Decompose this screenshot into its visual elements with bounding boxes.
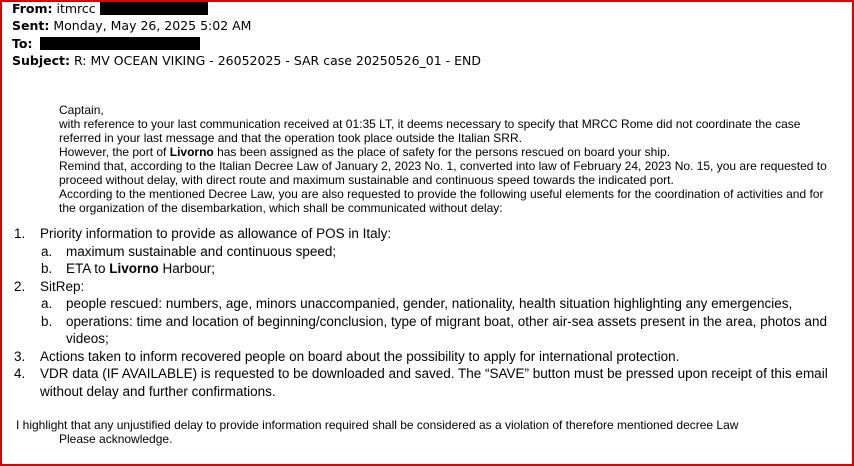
from-label: From: bbox=[12, 1, 53, 16]
list-number: 1. bbox=[14, 226, 26, 241]
greeting: Captain, bbox=[59, 103, 104, 117]
sub-list-letter: a. bbox=[41, 296, 53, 311]
to-label: To: bbox=[12, 36, 33, 51]
list-item bbox=[14, 348, 842, 366]
sub-list-text: maximum sustainable and continuous speed; bbox=[66, 243, 337, 259]
sent-line bbox=[12, 18, 251, 33]
list-item-text: Actions taken to inform recovered people on board about the possibility to apply for international protection. bbox=[40, 348, 680, 364]
paragraph-reference: with reference to your last communication received at 01:35 LT, it deems necessary to specify that MRCC Rome did not coordinate the case referred in your last message and that the operation took place outside the Italian SRR. bbox=[59, 117, 801, 145]
list-item bbox=[14, 365, 842, 400]
redaction-bar bbox=[100, 2, 208, 15]
list-item-text: VDR data (IF AVAILABLE) is requested to be downloaded and saved. The “SAVE” button must be pressed upon receipt of this email without delay and further confirmations. bbox=[40, 366, 828, 399]
eta-post: Harbour; bbox=[158, 261, 216, 276]
sub-list-item bbox=[41, 295, 842, 313]
redaction-bar bbox=[40, 37, 200, 50]
list-number: 2. bbox=[14, 278, 26, 294]
paragraph-request: According to the mentioned Decree Law, you are also requested to provide the following useful elements for the coordination of activities and for the organization of the disembarkation, which shall be communicated without delay: bbox=[59, 187, 824, 215]
sub-list-letter: b. bbox=[41, 313, 53, 329]
sub-list-item bbox=[41, 313, 842, 348]
sub-list-letter: a. bbox=[41, 243, 53, 259]
closing-acknowledge: Please acknowledge. bbox=[59, 432, 173, 446]
closing-highlight: I highlight that any unjustified delay to provide information required shall be considered as a violation of therefore mentioned decree Law bbox=[16, 418, 739, 432]
list-item bbox=[14, 225, 842, 278]
from-line bbox=[12, 1, 208, 16]
list-number: 4. bbox=[14, 366, 26, 381]
sent-value: Monday, May 26, 2025 5:02 AM bbox=[53, 18, 252, 33]
port-name: Livorno bbox=[169, 145, 214, 159]
sent-label: Sent: bbox=[12, 18, 50, 33]
message-body bbox=[59, 103, 841, 215]
to-line bbox=[12, 36, 200, 51]
list-item-text: Priority information to provide as allowance of POS in Italy: bbox=[40, 226, 392, 241]
paragraph-port-post: has been assigned as the place of safety for the persons rescued on board your ship. bbox=[213, 145, 671, 159]
subject-value: R: MV OCEAN VIKING - 26052025 - SAR case 20250526_01 - END bbox=[73, 53, 482, 68]
list-item bbox=[14, 278, 842, 348]
sub-list-item bbox=[41, 243, 842, 261]
subject-line bbox=[12, 53, 481, 68]
request-list bbox=[14, 225, 842, 400]
sub-list-text: people rescued: numbers, age, minors unaccompanied, gender, nationality, health situation highlighting any emergencies, bbox=[66, 296, 793, 311]
paragraph-port bbox=[59, 145, 841, 159]
list-number: 3. bbox=[14, 348, 26, 364]
sub-list-text bbox=[66, 261, 215, 276]
port-name: Livorno bbox=[109, 261, 159, 276]
sub-list-item bbox=[41, 260, 842, 278]
sub-list-letter: b. bbox=[41, 261, 53, 276]
list-item-text: SitRep: bbox=[40, 278, 85, 294]
eta-pre: ETA to bbox=[66, 261, 110, 276]
paragraph-decree: Remind that, according to the Italian Decree Law of January 2, 2023 No. 1, converted into law of February 24, 2023 No. 15, you are requested to proceed without delay, with direct route and maximum sustainable and continuous speed towards the indicated port. bbox=[59, 159, 827, 187]
paragraph-port-pre: However, the port of bbox=[59, 145, 170, 159]
from-value: itmrcc bbox=[56, 1, 96, 16]
sub-list-text: operations: time and location of beginning/conclusion, type of migrant boat, other air-sea assets present in the area, photos and videos; bbox=[66, 313, 827, 346]
subject-label: Subject: bbox=[12, 53, 70, 68]
